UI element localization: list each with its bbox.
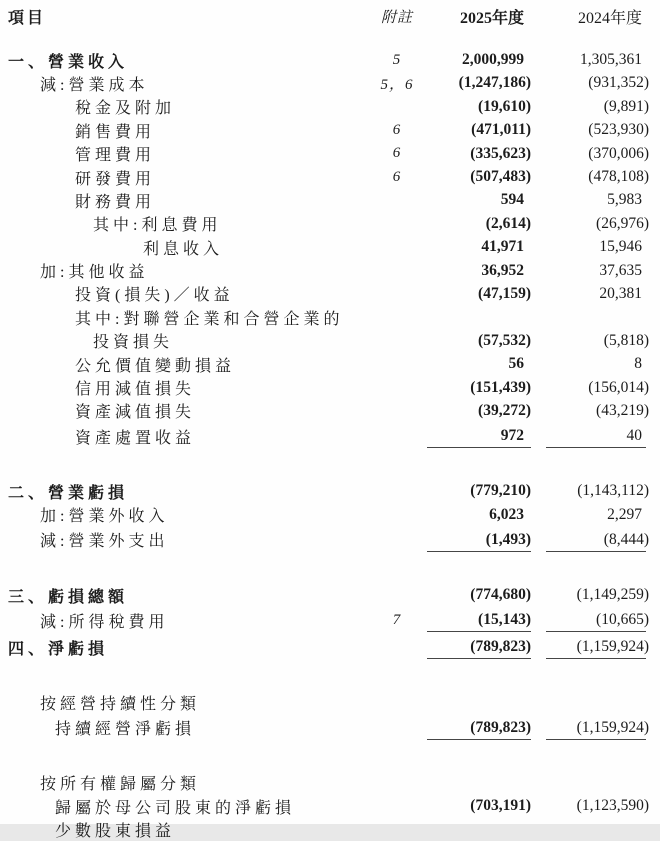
table-row-clipped [0, 818, 660, 841]
table-row [0, 691, 660, 714]
table-row [0, 399, 660, 422]
row-label: 稅金及附加 [75, 100, 176, 118]
table-row [0, 282, 660, 305]
value-2024: (523,930) [588, 121, 649, 139]
value-2024: (370,006) [588, 144, 649, 162]
value-2024: (1,159,924) [531, 719, 649, 737]
table-row [0, 165, 660, 188]
value-2025: (507,483) [470, 168, 531, 186]
table-row [0, 607, 660, 634]
value-2025: (2,614) [485, 214, 531, 232]
table-row [0, 771, 660, 794]
row-label: 管理費用 [75, 147, 156, 165]
row-label: 減:營業成本 [40, 76, 149, 94]
value-2025: (335,623) [470, 144, 531, 162]
row-label: 持續經營淨虧損 [55, 721, 196, 739]
value-2024: 5,983 [607, 191, 642, 209]
row-label: 加:營業外收入 [40, 508, 169, 526]
row-label: 四、淨虧損 [8, 640, 109, 658]
row-label: 銷售費用 [75, 123, 156, 141]
value-2025: 41,971 [481, 238, 524, 256]
table-row [0, 236, 660, 259]
spacer [0, 741, 660, 771]
value-2025: 972 [423, 427, 531, 445]
value-2025: (789,823) [423, 638, 531, 656]
value-2025: (471,011) [471, 121, 531, 139]
table-row [0, 95, 660, 118]
table-row [0, 376, 660, 399]
note-cell: 6 [392, 121, 402, 138]
row-label: 三、虧損總額 [8, 588, 129, 606]
column-header-note: 附註 [380, 10, 413, 27]
value-2025: (57,532) [478, 331, 531, 349]
value-2025: (15,143) [423, 611, 531, 629]
column-header-item: 項目 [8, 10, 47, 28]
spacer [0, 553, 660, 583]
value-2024: (478,108) [588, 168, 649, 186]
table-header-row [0, 5, 660, 28]
value-2024: (5,818) [603, 331, 649, 349]
value-2024: 37,635 [599, 261, 642, 279]
row-label: 研發費用 [75, 170, 156, 188]
value-2024: (10,665) [531, 611, 649, 629]
value-2025: (1,247,186) [458, 74, 531, 92]
table-row [0, 795, 660, 818]
value-2024: 1,305,361 [580, 51, 642, 69]
row-label: 財務費用 [75, 193, 156, 211]
value-2025: (703,191) [470, 797, 531, 815]
value-2025: 594 [500, 191, 524, 209]
row-label: 減:營業外支出 [40, 533, 169, 551]
row-label: 資產處置收益 [75, 429, 196, 447]
table-row [0, 480, 660, 503]
value-2025: (774,680) [470, 586, 531, 604]
value-2024: 20,381 [599, 284, 642, 302]
note-cell: 7 [392, 611, 402, 628]
table-row [0, 48, 660, 71]
value-2025: (151,439) [470, 378, 531, 396]
spacer [0, 450, 660, 480]
table-row [0, 189, 660, 212]
value-2025: (779,210) [470, 482, 531, 500]
value-2024: 40 [531, 427, 649, 445]
table-row [0, 526, 660, 553]
note-cell: 5 [392, 51, 402, 68]
note-cell: 5，6 [380, 76, 414, 93]
value-2024: 8 [634, 355, 642, 373]
value-2024: (43,219) [596, 401, 649, 419]
row-label: 投資(損失)／收益 [75, 287, 234, 305]
table-row [0, 352, 660, 375]
value-2024: (156,014) [588, 378, 649, 396]
value-2025: 6,023 [489, 505, 524, 523]
row-label: 其中:對聯營企業和合營企業的 [75, 310, 344, 328]
value-2025: (1,493) [423, 531, 531, 549]
value-2025: (47,159) [478, 284, 531, 302]
spacer [0, 661, 660, 691]
row-label: 其中:利息費用 [93, 217, 222, 235]
row-label: 利息收入 [143, 240, 224, 258]
table-row [0, 503, 660, 526]
row-label: 歸屬於母公司股東的淨虧損 [55, 799, 296, 817]
value-2024: (931,352) [588, 74, 649, 92]
table-row [0, 329, 660, 352]
row-label: 按經營持續性分類 [40, 696, 201, 713]
table-row [0, 142, 660, 165]
value-2025: 36,952 [481, 261, 524, 279]
row-label: 一、營業收入 [8, 53, 129, 71]
row-label: 按所有權歸屬分類 [40, 776, 201, 794]
row-label: 公允價值變動損益 [75, 357, 236, 375]
value-2024: (1,149,259) [576, 586, 649, 604]
row-label: 資產減值損失 [75, 404, 196, 422]
value-2024: (8,444) [531, 531, 649, 549]
table-row [0, 423, 660, 450]
value-2025: (19,610) [478, 97, 531, 115]
value-2024: 15,946 [599, 238, 642, 256]
value-2024: (1,159,924) [531, 638, 649, 656]
table-row [0, 634, 660, 661]
table-row [0, 583, 660, 606]
row-label: 減:所得稅費用 [40, 613, 169, 631]
row-label: 投資損失 [93, 334, 174, 352]
value-2025: (789,823) [423, 719, 531, 737]
value-2024: (9,891) [603, 97, 649, 115]
table-row [0, 212, 660, 235]
row-label: 少數股東損益 [55, 823, 176, 841]
column-header-year-2025: 2025年度 [459, 10, 524, 28]
table-row [0, 259, 660, 282]
table-row [0, 119, 660, 142]
value-2024: (1,143,112) [577, 482, 649, 500]
column-header-year-2024: 2024年度 [577, 10, 642, 28]
row-label: 加:其他收益 [40, 264, 149, 282]
table-row [0, 306, 660, 329]
spacer [0, 28, 660, 48]
row-label: 二、營業虧損 [8, 484, 129, 502]
value-2024: (1,123,590) [576, 797, 649, 815]
row-label: 信用減值損失 [75, 381, 196, 399]
value-2025: (39,272) [478, 401, 531, 419]
value-2024: (26,976) [596, 214, 649, 232]
value-2024: 2,297 [607, 505, 642, 523]
table-row [0, 72, 660, 95]
table-row [0, 714, 660, 741]
note-cell: 6 [392, 168, 402, 185]
value-2025: 56 [508, 355, 524, 373]
value-2025: 2,000,999 [462, 51, 524, 69]
note-cell: 6 [392, 145, 402, 162]
